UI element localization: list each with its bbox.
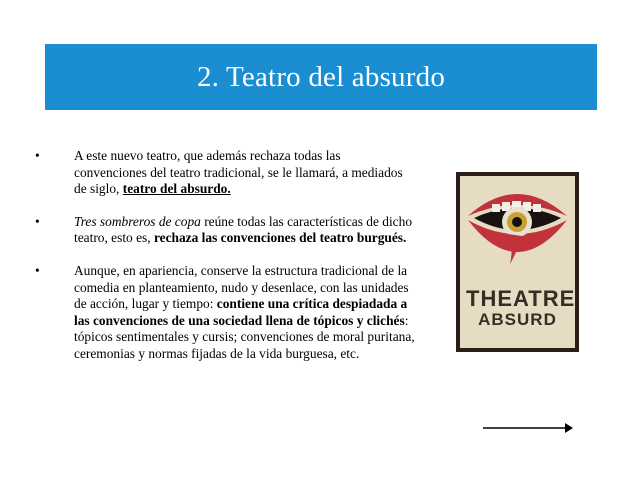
bullet-emphasis: teatro del absurdo.	[122, 181, 231, 197]
slide-title: 2. Teatro del absurdo	[196, 61, 446, 93]
bullet-marker: •	[35, 262, 40, 278]
bullet-list	[35, 148, 415, 379]
poster-background	[460, 176, 575, 348]
title-bar	[45, 44, 597, 110]
theatre-absurd-poster	[456, 172, 579, 352]
arrow-right-icon[interactable]	[483, 421, 573, 435]
bullet-text: Aunque, en apariencia, conserve la estructura tradicional de la comedia en planteamiento, nudo y desenlace, con las unidades de acción, lugar y tiempo:	[74, 262, 409, 312]
bullet-marker: •	[35, 148, 40, 163]
bullet-item	[35, 148, 415, 198]
bullet-item	[35, 214, 415, 247]
bullet-emphasis: contiene una crítica despiadada a las convenciones de una sociedad llena de tópicos y clichés	[74, 296, 408, 328]
bullet-emphasis: rechaza las convenciones del teatro burgués.	[153, 230, 407, 246]
poster-line-theatre: THEATRE	[466, 286, 576, 311]
bullet-marker: •	[35, 213, 40, 229]
poster-title	[466, 286, 576, 330]
bullet-text-tail: : tópicos sentimentales y cursis; convenciones de moral puritana, ceremonias y normas fijadas de la vida burguesa, etc.	[74, 312, 415, 361]
poster-line-absurd: ABSURD	[478, 310, 557, 329]
bullet-item	[35, 263, 415, 363]
bullet-text: reúne todas las características de dicho teatro, esto es,	[74, 213, 413, 246]
bullet-text: A este nuevo teatro, que además rechaza todas las convenciones del teatro tradicional, se le llamará, a mediados de siglo,	[74, 148, 403, 197]
bullet-title-italic: Tres sombreros de copa	[74, 213, 201, 229]
